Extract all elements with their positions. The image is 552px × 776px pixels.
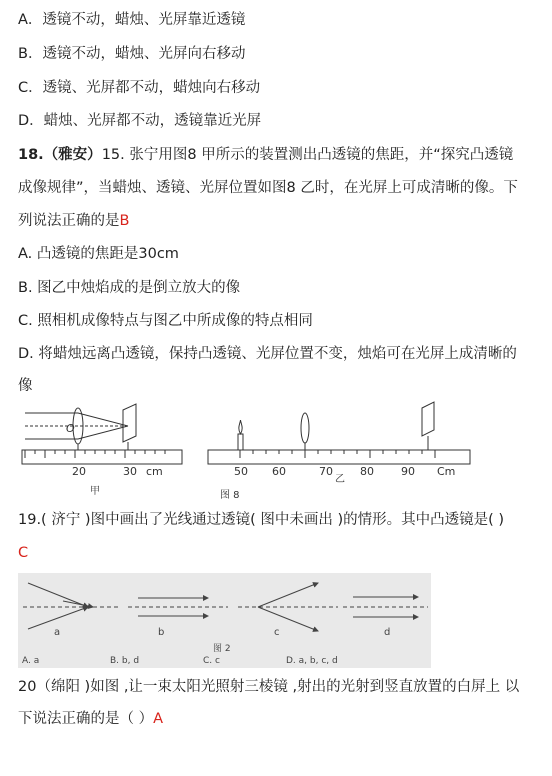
- q20-stem-line1: 20（绵阳 )如图 ,让一束太阳光照射三棱镜 ,射出的光射到竖直放置的白屏上 以: [18, 679, 520, 695]
- fig8-right-tick-60: 60: [272, 465, 286, 478]
- q17-option-a: A．透镜不动，蜡烛、光屏靠近透镜: [18, 12, 246, 28]
- fig8-right-tick-cm: Cm: [437, 465, 456, 478]
- q18-tag: 18.（雅安）: [18, 147, 102, 163]
- q18-stem-line1: [18, 145, 513, 165]
- fig8-left-tick-cm: cm: [146, 465, 163, 478]
- fig8-right-label: 乙: [335, 474, 345, 485]
- figure-8: [0, 398, 552, 503]
- q18-option-a: A. 凸透镜的焦距是30cm: [18, 246, 179, 262]
- q17-option-d: D．蜡烛、光屏都不动，透镜靠近光屏: [18, 113, 262, 129]
- fig8-left-tick-20: 20: [72, 465, 86, 478]
- q20-stem-line2: [18, 709, 163, 729]
- q18-option-c: C. 照相机成像特点与图乙中所成像的特点相同: [18, 313, 313, 329]
- fig2-diagram-b: [128, 598, 228, 616]
- fig8-lens-label: O: [66, 422, 75, 435]
- q17-option-b: B．透镜不动，蜡烛、光屏向右移动: [18, 46, 246, 62]
- fig8-left-tick-30: 30: [123, 465, 137, 478]
- q18-option-b: B. 图乙中烛焰成的是倒立放大的像: [18, 280, 241, 296]
- fig8-right-tick-90: 90: [401, 465, 415, 478]
- fig8-right-tick-80: 80: [360, 465, 374, 478]
- q18-option-d: D. 将蜡烛远离凸透镜，保持凸透镜、光屏位置不变，烛焰可在光屏上成清晰的: [18, 346, 517, 362]
- fig2-label-d: d: [384, 627, 391, 638]
- q18-stem-line3: [18, 211, 129, 231]
- q19-stem: 19.( 济宁 )图中画出了光线通过透镜( 图中未画出 )的情形。其中凸透镜是( ): [18, 512, 505, 528]
- fig8-right-tick-50: 50: [234, 465, 248, 478]
- q18-stem-text1: 15. 张宁用图8 甲所示的装置测出凸透镜的焦距，并“探究凸透镜: [101, 147, 514, 163]
- figure-2: [18, 573, 431, 668]
- fig8-left-label: 甲: [90, 486, 100, 497]
- fig8-caption: 图 8: [220, 490, 240, 501]
- fig8-left-apparatus: [22, 404, 182, 464]
- q18-stem-line2: 成像规律”，当蜡烛、透镜、光屏位置如图8 乙时，在光屏上可成清晰的像。下: [18, 180, 518, 196]
- fig2-choice-c: C. c: [203, 656, 220, 666]
- fig2-diagram-a: [23, 583, 118, 629]
- fig2-choice-d: D. a, b, c, d: [286, 656, 338, 666]
- fig2-label-c: c: [274, 627, 280, 638]
- fig2-label-a: a: [54, 627, 61, 638]
- q18-option-d-cont: 像: [18, 378, 33, 394]
- fig8-right-tick-70: 70: [319, 465, 333, 478]
- q19-answer: C: [18, 545, 29, 561]
- q18-stem-text3: 列说法正确的是: [18, 213, 120, 229]
- fig2-diagram-d: [343, 597, 428, 617]
- q20-answer: A: [153, 711, 164, 727]
- fig2-label-b: b: [158, 627, 165, 638]
- q17-option-c: C．透镜、光屏都不动，蜡烛向右移动: [18, 80, 261, 96]
- q20-stem-text2: 下说法正确的是（ ）: [18, 711, 154, 727]
- q18-answer: B: [119, 213, 130, 229]
- fig2-choice-b: B. b, d: [110, 656, 140, 666]
- fig2-diagram-c: [238, 583, 338, 631]
- fig2-choice-a: A. a: [22, 656, 40, 666]
- fig8-right-apparatus: [208, 402, 470, 464]
- fig2-caption: 图 2: [213, 644, 231, 654]
